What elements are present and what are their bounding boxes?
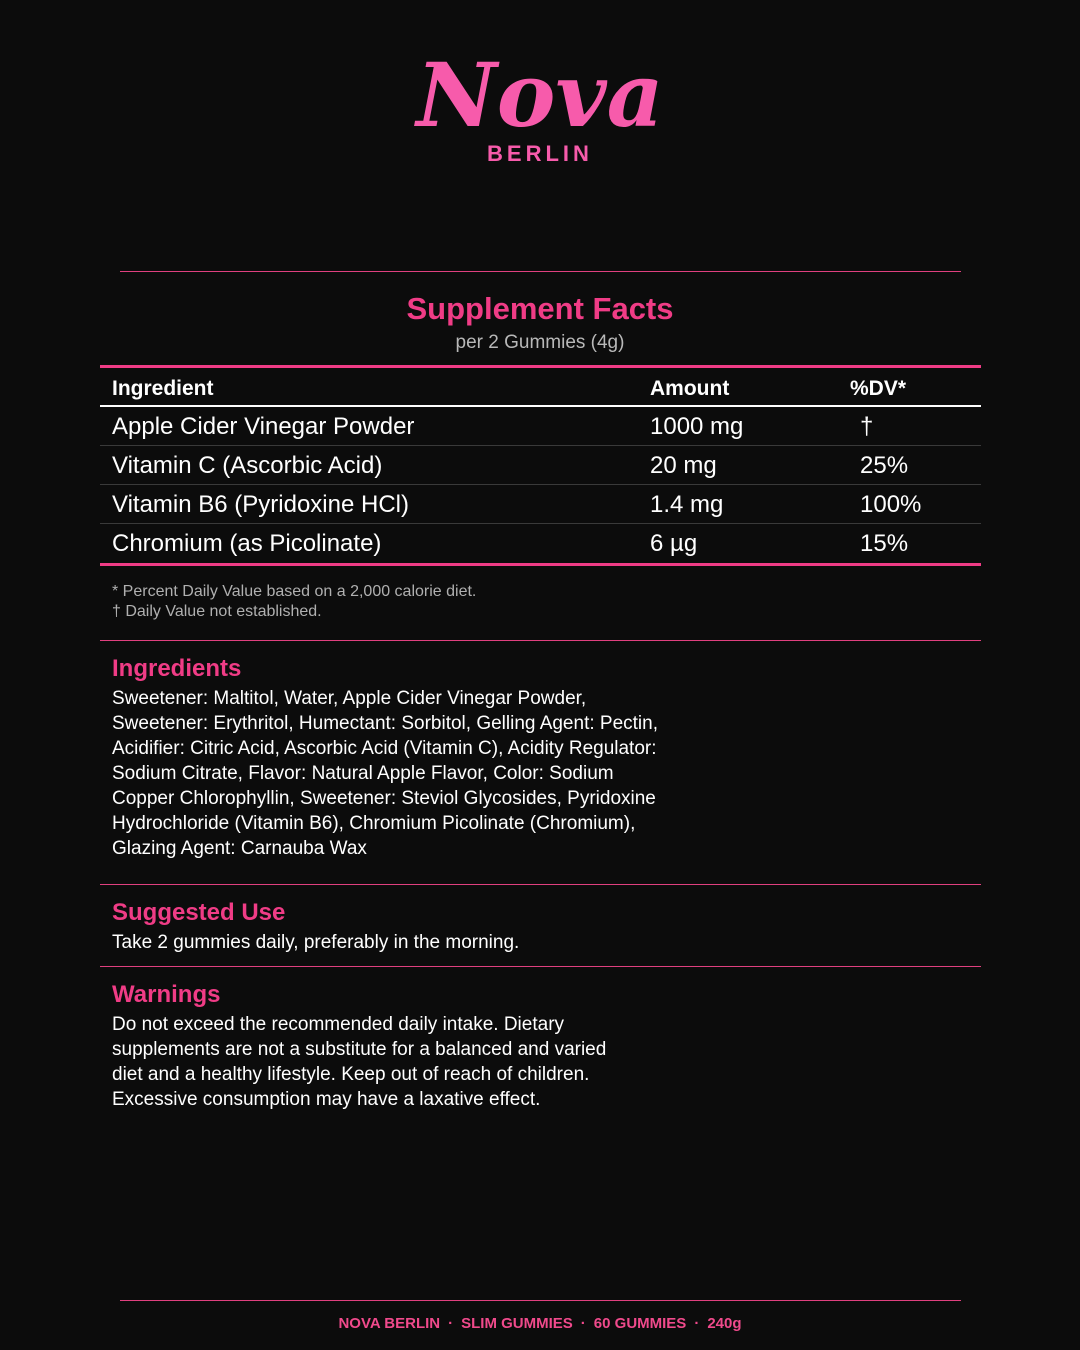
row-dv: 25%: [860, 452, 909, 479]
row-amount: 1000 mg: [650, 413, 744, 440]
footer-divider: [120, 1300, 961, 1301]
header-dv: %DV*: [850, 377, 907, 400]
row-ingredient: Apple Cider Vinegar Powder: [112, 413, 415, 440]
footer-separator: ·: [580, 1315, 586, 1332]
facts-table: [100, 365, 981, 566]
brand-logo: [0, 26, 1080, 176]
row-amount: 6 µg: [650, 530, 698, 557]
footer-separator: ·: [694, 1315, 700, 1332]
footer-line: [0, 1314, 1080, 1334]
row-dv: 15%: [860, 530, 909, 557]
serving-size: per 2 Gummies (4g): [455, 332, 625, 353]
row-dv: †: [860, 413, 874, 440]
footer-weight: 240g: [707, 1315, 742, 1332]
suggested-use-title: Suggested Use: [112, 899, 286, 926]
table-row: [100, 446, 981, 485]
section-divider: [100, 884, 981, 885]
footer-separator: ·: [448, 1315, 454, 1332]
header-ingredient: Ingredient: [112, 377, 214, 400]
suggested-use-text: Take 2 gummies daily, preferably in the morning.: [112, 932, 520, 953]
logo-sub-text: BERLIN: [487, 141, 593, 166]
brand-logo-graphic: [410, 26, 670, 171]
ingredients-text: Sweetener: Maltitol, Water, Apple Cider Vinegar Powder, Sweetener: Erythritol, Humectant: Sorbitol, Gelling Agent: Pectin, Acidifier: Citric Acid, Ascorbic Acid (Vitamin C), Acidity Regulator: Sodium Citrate, Flavor: Natural Apple Flavor, Color: Sodium Copper Chlorophyllin, Sweetener: Steviol Glycosides, Pyridoxine Hydrochloride (Vitamin B6), Chromium Picolinate (Chromium), Glazing Agent: Carnauba Wax: [112, 688, 658, 859]
footer-product: SLIM GUMMIES: [461, 1315, 573, 1332]
table-header: [100, 368, 981, 407]
row-amount: 20 mg: [650, 452, 717, 479]
top-divider: [120, 271, 961, 272]
row-dv: 100%: [860, 491, 922, 518]
facts-title: Supplement Facts: [406, 291, 674, 326]
footer-brand: NOVA BERLIN: [338, 1315, 441, 1332]
row-amount: 1.4 mg: [650, 491, 724, 518]
row-ingredient: Vitamin B6 (Pyridoxine HCl): [112, 491, 409, 518]
header-amount: Amount: [650, 377, 730, 400]
footnote-dv: * Percent Daily Value based on a 2,000 calorie diet.: [112, 583, 477, 600]
warnings-text: Do not exceed the recommended daily intake. Dietary supplements are not a substitute for a balanced and varied diet and a healthy lifestyle. Keep out of reach of children. Excessive consumption may have a laxative effect.: [112, 1014, 607, 1110]
footnote-dagger: † Daily Value not established.: [112, 603, 322, 620]
logo-script-text: Nova: [416, 43, 664, 147]
row-ingredient: Vitamin C (Ascorbic Acid): [112, 452, 383, 479]
row-ingredient: Chromium (as Picolinate): [112, 530, 382, 557]
section-divider: [100, 966, 981, 967]
section-divider: [100, 640, 981, 641]
table-row: [100, 524, 981, 563]
table-bottom-rule: [100, 563, 981, 566]
table-row: [100, 407, 981, 446]
ingredients-title: Ingredients: [112, 655, 242, 682]
warnings-title: Warnings: [112, 981, 221, 1008]
footer-count: 60 GUMMIES: [593, 1315, 687, 1332]
table-row: [100, 485, 981, 524]
